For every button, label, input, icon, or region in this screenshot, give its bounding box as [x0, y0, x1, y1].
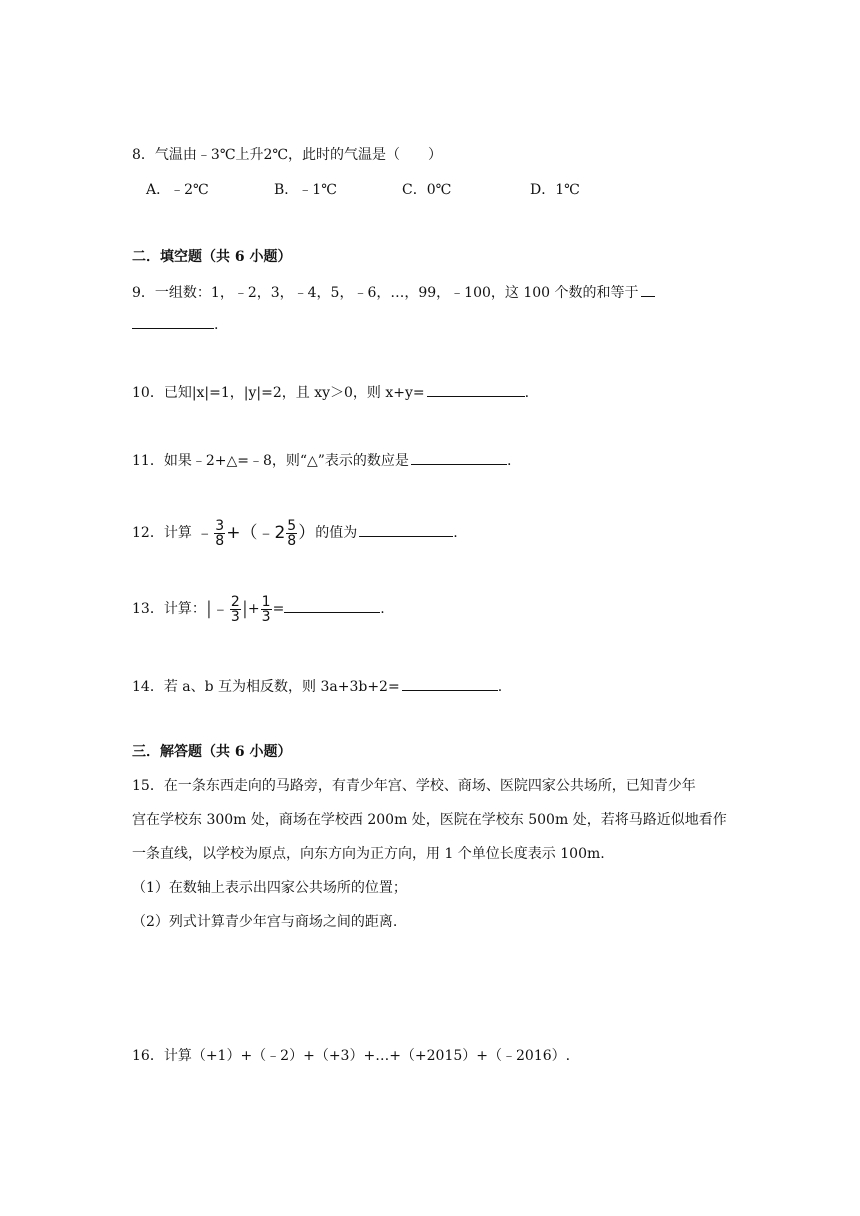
- fraction-1-3: [261, 595, 272, 624]
- question-12: [132, 516, 458, 550]
- mixed-number-open: （﹣2: [240, 523, 286, 543]
- numerator: 5: [287, 517, 297, 534]
- question-13-prefix: 13．计算：: [132, 601, 206, 617]
- question-16: 16．计算（+1）+（﹣2）+（+3）+…+（+2015）+（﹣2016）.: [132, 1048, 571, 1064]
- question-9-line1: [132, 282, 655, 303]
- period: .: [380, 601, 385, 617]
- minus-sign: ﹣: [211, 599, 229, 619]
- fraction-3-8: [214, 519, 225, 548]
- abs-bar-right: |: [241, 598, 248, 619]
- numerator: 2: [230, 593, 240, 610]
- abs-bar-left: |: [205, 598, 212, 619]
- section-solution-title: 三．解答题（共 6 小题）: [132, 744, 292, 760]
- equals-sign: =: [272, 601, 285, 617]
- question-10-text: 10．已知|x|=1，|y|=2，且 xy＞0，则 x+y=: [132, 385, 425, 401]
- question-9-line2: [132, 314, 218, 335]
- denominator: 8: [287, 532, 297, 549]
- denominator: 3: [261, 608, 271, 625]
- period: .: [214, 317, 219, 333]
- plus-sign: +: [247, 601, 260, 617]
- question-15-sub2: （2）列式计算青少年宫与商场之间的距离.: [132, 914, 398, 930]
- question-15-line1: 15．在一条东西走向的马路旁，有青少年宫、学校、商场、医院四家公共场所，已知青少年: [132, 778, 696, 794]
- question-9-text: 9．一组数：1，﹣2，3，﹣4，5，﹣6，…，99，﹣100，这 100 个数的和等于: [132, 285, 639, 301]
- option-a: A．﹣2℃: [146, 182, 209, 198]
- question-15-line2: 宫在学校东 300m 处，商场在学校西 200m 处，医院在学校东 500m 处，若将马路近似地看作: [132, 812, 727, 828]
- fraction-5-8: [286, 519, 297, 548]
- question-14: [132, 676, 502, 697]
- close-paren: ）: [298, 523, 316, 543]
- denominator: 3: [230, 608, 240, 625]
- question-13: [132, 592, 385, 626]
- answer-blank-11: [411, 450, 507, 465]
- numerator: 1: [261, 593, 271, 610]
- question-12-suffix: 的值为: [315, 525, 358, 541]
- minus-sign: ﹣: [196, 523, 214, 543]
- answer-blank-14: [402, 676, 498, 691]
- answer-blank-12: [359, 522, 453, 537]
- fraction-2-3: [230, 595, 241, 624]
- section-fill-in-title: 二．填空题（共 6 小题）: [132, 249, 292, 265]
- question-12-prefix: 12．计算: [132, 525, 192, 541]
- question-10: [132, 382, 529, 403]
- question-11: [132, 450, 511, 471]
- question-15-sub1: （1）在数轴上表示出四家公共场所的位置；: [132, 880, 407, 896]
- question-11-text: 11．如果﹣2+△=﹣8，则“△”表示的数应是: [132, 453, 409, 469]
- question-8-stem: 8．气温由﹣3℃上升2℃，此时的气温是（ ）: [132, 147, 443, 163]
- option-b: B．﹣1℃: [274, 182, 337, 198]
- answer-blank-9a: [641, 282, 655, 297]
- period: .: [524, 385, 530, 401]
- plus-sign: +: [226, 523, 241, 543]
- option-d: D．1℃: [530, 182, 580, 198]
- denominator: 8: [215, 532, 225, 549]
- period: .: [453, 525, 458, 541]
- answer-blank-10: [427, 382, 525, 397]
- answer-blank-13: [284, 598, 380, 613]
- question-14-text: 14．若 a、b 互为相反数，则 3a+3b+2=: [132, 679, 400, 695]
- numerator: 3: [215, 517, 225, 534]
- question-15-line3: 一条直线，以学校为原点，向东方向为正方向，用 1 个单位长度表示 100m.: [132, 846, 605, 862]
- period: .: [497, 679, 503, 695]
- answer-blank-9b: [132, 314, 214, 329]
- period: .: [506, 453, 512, 469]
- option-c: C．0℃: [402, 182, 452, 198]
